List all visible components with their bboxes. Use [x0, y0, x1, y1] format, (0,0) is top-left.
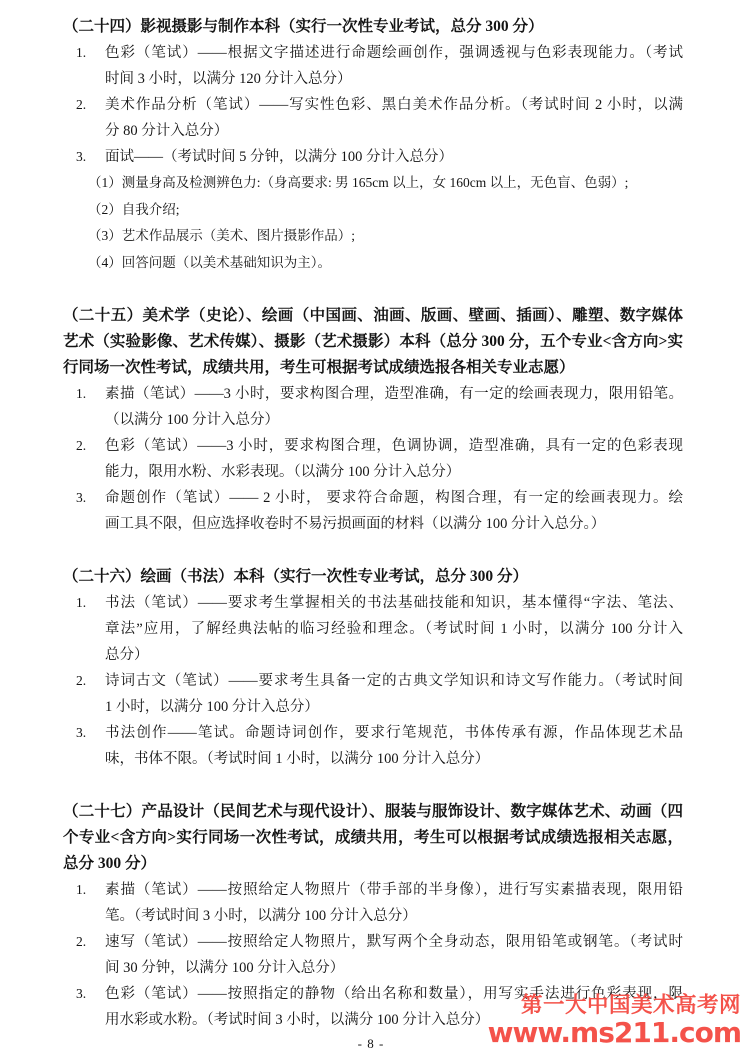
item-number: 2.: [76, 438, 87, 453]
list-item: [63, 381, 683, 433]
item-text-line: 素描（笔试）——3 小时，要求构图合理，造型准确，有一定的绘画表现力，限用铅笔。: [105, 386, 683, 402]
item-number: 3.: [76, 490, 87, 505]
section-heading-line: 个专业<含方向>实行同场一次性考试，成绩共用，考生可以根据考试成绩选报相关志愿，: [63, 829, 683, 846]
sub-item-line: （4）回答问题（以美术基础知识为主）。: [88, 254, 331, 270]
item-text-line: 笔。（考试时间 3 小时，以满分 100 分计入总分）: [105, 908, 417, 924]
item-number: 2.: [76, 934, 87, 949]
item-text-line: 色彩（笔试）——3 小时，要求构图合理，色调协调，造型准确，具有一定的色彩表现: [105, 438, 683, 454]
list-item: [63, 929, 683, 981]
section: [63, 14, 683, 276]
item-number: 3.: [76, 986, 87, 1001]
item-number: 1.: [76, 386, 87, 401]
watermark-site-name: 第一大中国美术高考网: [520, 993, 741, 1017]
item-text-line: 诗词古文（笔试）——要求考生具备一定的古典文学知识和诗文写作能力。（考试时间: [105, 673, 683, 689]
list-item: [63, 720, 683, 772]
item-text-line: 时间 3 小时，以满分 120 分计入总分）: [105, 71, 352, 87]
item-text-line: 面试——（考试时间 5 分钟，以满分 100 分计入总分）: [105, 149, 453, 165]
item-text-line: 素描（笔试）——按照给定人物照片（带手部的半身像），进行写实素描表现，限用铅: [105, 882, 683, 898]
item-text-line: （以满分 100 分计入总分）: [105, 412, 279, 428]
item-number: 2.: [76, 97, 87, 112]
section: [63, 303, 683, 537]
item-number: 3.: [76, 149, 87, 164]
item-text-line: 色彩（笔试）——根据文字描述进行命题绘画创作，强调透视与色彩表现能力。（考试: [105, 45, 683, 61]
section-heading-line: 总分 300 分）: [63, 855, 157, 872]
page-number: - 8 -: [357, 1036, 385, 1051]
list-item: [63, 668, 683, 720]
section-heading-line: 艺术（实验影像、艺术传媒）、摄影（艺术摄影）本科（总分 300 分，五个专业<含方向>实: [63, 333, 683, 350]
section-heading-line: 行同场一次性考试，成绩共用，考生可根据考试成绩选报各相关专业志愿）: [63, 359, 575, 376]
section-heading-line: （二十六）绘画（书法）本科（实行一次性专业考试，总分 300 分）: [63, 568, 529, 585]
list-item: [63, 590, 683, 668]
sub-item-line: （1）测量身高及检测辨色力:（身高要求: 男 165cm 以上，女 160cm 以上，无色盲、色弱）;: [88, 175, 629, 190]
item-text-line: 画工具不限，但应选择收卷时不易污损画面的材料（以满分 100 分计入总分。）: [105, 516, 606, 532]
list-item: [63, 144, 683, 276]
watermark-site-url: www.ms211.com: [487, 1016, 741, 1049]
list-item: [63, 40, 683, 92]
item-text-line: 美术作品分析（笔试）——写实性色彩、黑白美术作品分析。（考试时间 2 小时，以满: [105, 97, 683, 113]
item-text-line: 命题创作（笔试）—— 2 小时， 要求符合命题，构图合理，有一定的绘画表现力。绘: [105, 490, 683, 506]
item-text-line: 书法（笔试）——要求考生掌握相关的书法基础技能和知识，基本懂得“字法、笔法、: [105, 595, 683, 611]
section: [63, 564, 683, 772]
item-text-line: 间 30 分钟，以满分 100 分计入总分）: [105, 960, 345, 976]
list-item: [63, 877, 683, 929]
sub-item-line: （2）自我介绍;: [88, 201, 180, 217]
item-text-line: 色彩（笔试）——按照指定的静物（给出名称和数量），用写实手法进行色彩表现，限: [105, 986, 683, 1002]
item-text-line: 味，书体不限。（考试时间 1 小时，以满分 100 分计入总分）: [105, 751, 490, 767]
item-number: 1.: [76, 882, 87, 897]
item-number: 2.: [76, 673, 87, 688]
list-item: [63, 92, 683, 144]
section-heading-line: （二十四）影视摄影与制作本科（实行一次性专业考试，总分 300 分）: [63, 18, 544, 35]
list-item: [63, 485, 683, 537]
item-text-line: 分 80 分计入总分）: [105, 123, 229, 139]
item-number: 1.: [76, 45, 87, 60]
sub-item-line: （3）艺术作品展示（美术、图片摄影作品）;: [88, 228, 356, 243]
item-text-line: 速写（笔试）——按照给定人物照片，默写两个全身动态，限用铅笔或钢笔。（考试时: [105, 934, 683, 950]
list-item: [63, 433, 683, 485]
document-body: [63, 14, 683, 1033]
item-text-line: 总分）: [105, 647, 149, 663]
item-text-line: 用水彩或水粉。（考试时间 3 小时，以满分 100 分计入总分）: [105, 1012, 490, 1028]
section-heading-line: （二十七）产品设计（民间艺术与现代设计）、服装与服饰设计、数字媒体艺术、动画（四: [63, 803, 683, 820]
section-heading-line: （二十五）美术学（史论）、绘画（中国画、油画、版画、壁画、插画）、雕塑、数字媒体: [63, 307, 683, 324]
item-text-line: 章法”应用，了解经典法帖的临习经验和理念。（考试时间 1 小时，以满分 100 分计入: [105, 621, 683, 637]
item-text-line: 书法创作——笔试。命题诗词创作，要求行笔规范，书体传承有源，作品体现艺术品: [105, 725, 683, 741]
item-number: 3.: [76, 725, 87, 740]
item-text-line: 能力，限用水粉、水彩表现。（以满分 100 分计入总分）: [105, 464, 461, 480]
item-text-line: 1 小时，以满分 100 分计入总分）: [105, 699, 319, 715]
item-number: 1.: [76, 595, 87, 610]
